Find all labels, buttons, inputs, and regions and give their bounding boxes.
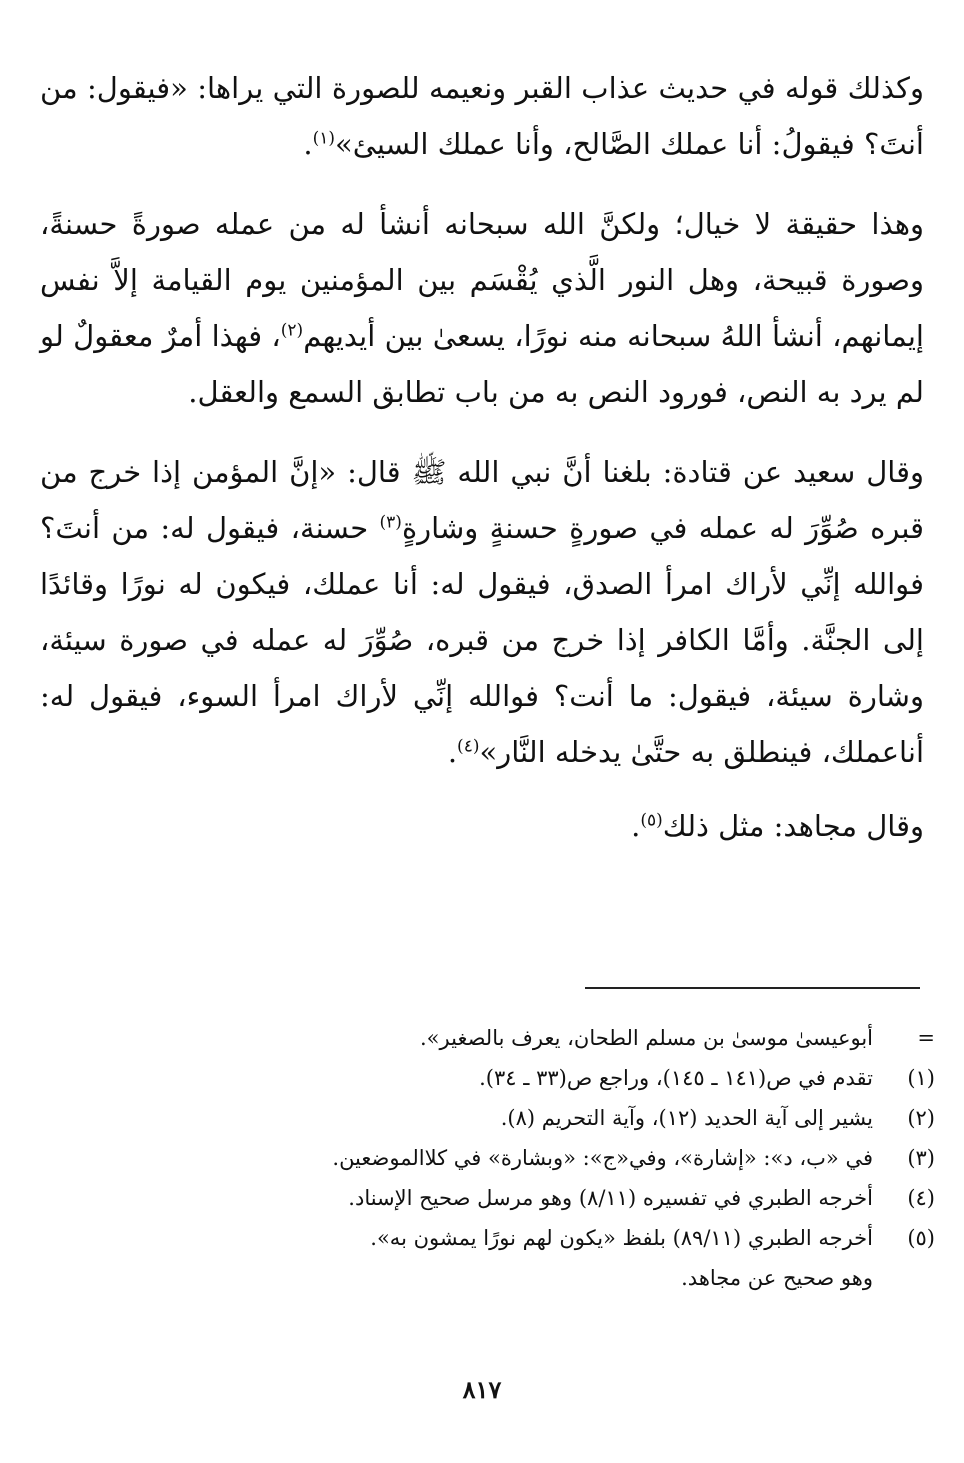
paragraph-1-end: . — [303, 127, 313, 161]
footnote-4 — [40, 1178, 935, 1218]
main-text — [40, 60, 924, 854]
footnote-number: (٥) — [907, 1226, 935, 1250]
footnote-ref-1[interactable]: (١) — [312, 128, 335, 149]
page-number: ٨١٧ — [462, 1375, 502, 1404]
footnote-text: في «ب، د»: «إشارة»، وفي«ج»: «وبشارة» في كلاالموضعين. — [332, 1146, 873, 1170]
footnote-3 — [40, 1138, 935, 1178]
paragraph-4-text: وقال مجاهد: مثل ذلك — [662, 809, 924, 843]
paragraph-4 — [40, 798, 924, 854]
footnote-ref-5[interactable]: (٥) — [640, 810, 663, 831]
paragraph-3 — [40, 444, 924, 780]
footnote-1 — [40, 1058, 935, 1098]
footnote-text: تقدم في ص(١٤١ ـ ١٤٥)، وراجع ص(٣٣ ـ ٣٤). — [479, 1066, 873, 1090]
footnote-ref-4[interactable]: (٤) — [457, 736, 480, 757]
footnote-divider — [585, 987, 920, 989]
footnote-text: يشير إلى آية الحديد (١٢)، وآية التحريم (٨). — [500, 1106, 873, 1130]
footnote-continuation — [40, 1018, 935, 1058]
footnote-number: (١) — [907, 1066, 935, 1090]
paragraph-3-text-a: وقال سعيد عن قتادة: بلغنا أنَّ نبي الله ﷺ قال: «إنَّ المؤمن إذا خرج من قبره صُوِّرَ له عمله في صورةٍ حسنةٍ وشارةٍ — [40, 455, 924, 545]
footnote-5 — [40, 1218, 935, 1258]
footnote-ref-2[interactable]: (٢) — [280, 320, 304, 341]
footnote-text: أخرجه الطبري (٨٩/١١) بلفظ «يكون لهم نورًا يمشون به». — [370, 1226, 873, 1250]
footnote-number: (٢) — [907, 1106, 935, 1130]
paragraph-2-end: ، فهذا أمرٌ معقولٌ لو لم يرد به النص، فورود النص به من باب تطابق السمع والعقل. — [40, 319, 924, 409]
footnote-text: وهو صحيح عن مجاهد. — [681, 1266, 873, 1290]
footnote-number: (٤) — [907, 1186, 935, 1210]
paragraph-1 — [40, 60, 924, 172]
footnotes — [40, 1018, 935, 1298]
paragraph-4-end: . — [631, 809, 641, 843]
footnote-2 — [40, 1098, 935, 1138]
footnote-ref-3[interactable]: (٣) — [379, 512, 402, 533]
paragraph-2 — [40, 196, 924, 420]
footnote-5-continuation — [40, 1258, 935, 1298]
footnote-number: (٣) — [907, 1146, 935, 1170]
paragraph-3-text-b: حسنة، فيقول له: من أنتَ؟ فوالله إنِّي لأراك امرأ الصدق، فيقول له: أنا عملك، فيكون له نورًا وقائدًا إلى الجنَّة. وأمَّا الكافر إذا خرج من قبره، صُوِّرَ له عمله في صورة سيئة، وشارة سيئة، فيقول: ما أنت؟ فوالله إنِّي لأراك امرأ السوء، فيقول له: أناعملك، فينطلق به حتَّىٰ يدخله النَّار» — [40, 511, 924, 769]
paragraph-3-end: . — [447, 735, 458, 769]
footnote-marker: = — [917, 1026, 935, 1050]
paragraph-1-text: وكذلك قوله في حديث عذاب القبر ونعيمه للصورة التي يراها: «فيقول: من أنتَ؟ فيقولُ: أنا عملك الصَّالح، وأنا عملك السيئ» — [40, 71, 924, 161]
footnote-text: أبوعيسىٰ موسىٰ بن مسلم الطحان، يعرف بالصغير». — [420, 1026, 873, 1050]
paragraph-2-text: وهذا حقيقة لا خيال؛ ولكنَّ الله سبحانه أنشأ له من عمله صورةً حسنةً، وصورة قبيحة، وهل النور الَّذي يُقْسَم بين المؤمنين يوم القيامة إلاَّ نفس إيمانهم، أنشأ اللهُ سبحانه منه نورًا، يسعىٰ بين أيديهم — [40, 207, 924, 353]
footnote-text: أخرجه الطبري في تفسيره (٨/١١) وهو مرسل صحيح الإسناد. — [348, 1186, 873, 1210]
